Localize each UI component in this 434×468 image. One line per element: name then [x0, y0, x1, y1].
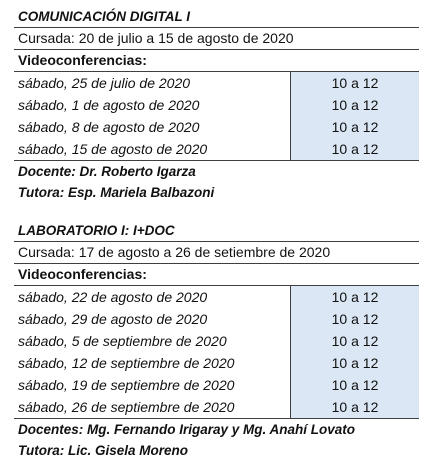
session-time: 10 a 12 — [290, 308, 419, 330]
session-date: sábado, 15 de agosto de 2020 — [18, 141, 208, 157]
session-time: 10 a 12 — [290, 72, 419, 94]
session-row — [14, 308, 419, 330]
course-title: LABORATORIO I: I+DOC — [14, 220, 419, 242]
videoconference-label: Videoconferencias: — [14, 50, 419, 72]
videoconference-label: Videoconferencias: — [14, 264, 419, 286]
session-table — [14, 286, 419, 419]
session-row — [14, 286, 419, 308]
session-date: sábado, 5 de septiembre de 2020 — [18, 333, 227, 349]
session-date: sábado, 26 de septiembre de 2020 — [18, 399, 235, 415]
course-tutor: Tutora: Lic. Gisela Moreno — [18, 443, 189, 458]
session-row — [14, 374, 419, 396]
session-time: 10 a 12 — [290, 352, 419, 374]
course-tutor: Tutora: Esp. Mariela Balbazoni — [18, 185, 215, 200]
session-date: sábado, 25 de julio de 2020 — [18, 75, 191, 91]
session-row — [14, 72, 419, 94]
session-date: sábado, 8 de agosto de 2020 — [18, 119, 200, 135]
course-block-comunicacion-digital — [14, 6, 419, 203]
course-dates: Cursada: 17 de agosto a 26 de setiembre de 2020 — [14, 242, 419, 264]
session-date: sábado, 22 de agosto de 2020 — [18, 289, 208, 305]
course-title: COMUNICACIÓN DIGITAL I — [14, 6, 419, 28]
session-date: sábado, 19 de septiembre de 2020 — [18, 377, 235, 393]
course-teachers: Docentes: Mg. Fernando Irigaray y Mg. Anahí Lovato — [18, 422, 356, 437]
session-time: 10 a 12 — [290, 374, 419, 396]
session-time: 10 a 12 — [290, 330, 419, 352]
session-row — [14, 94, 419, 116]
session-time: 10 a 12 — [290, 286, 419, 308]
session-date: sábado, 29 de agosto de 2020 — [18, 311, 208, 327]
course-dates: Cursada: 20 de julio a 15 de agosto de 2020 — [14, 28, 419, 50]
session-time: 10 a 12 — [290, 94, 419, 116]
course-teacher: Docente: Dr. Roberto Igarza — [18, 164, 196, 179]
session-row — [14, 352, 419, 374]
session-row — [14, 330, 419, 352]
course-block-laboratorio — [14, 220, 419, 461]
session-time: 10 a 12 — [290, 396, 419, 418]
session-row — [14, 396, 419, 418]
session-date: sábado, 1 de agosto de 2020 — [18, 97, 200, 113]
session-row — [14, 138, 419, 160]
session-time: 10 a 12 — [290, 116, 419, 138]
session-table — [14, 72, 419, 161]
session-row — [14, 116, 419, 138]
session-date: sábado, 12 de septiembre de 2020 — [18, 355, 235, 371]
session-time: 10 a 12 — [290, 138, 419, 160]
